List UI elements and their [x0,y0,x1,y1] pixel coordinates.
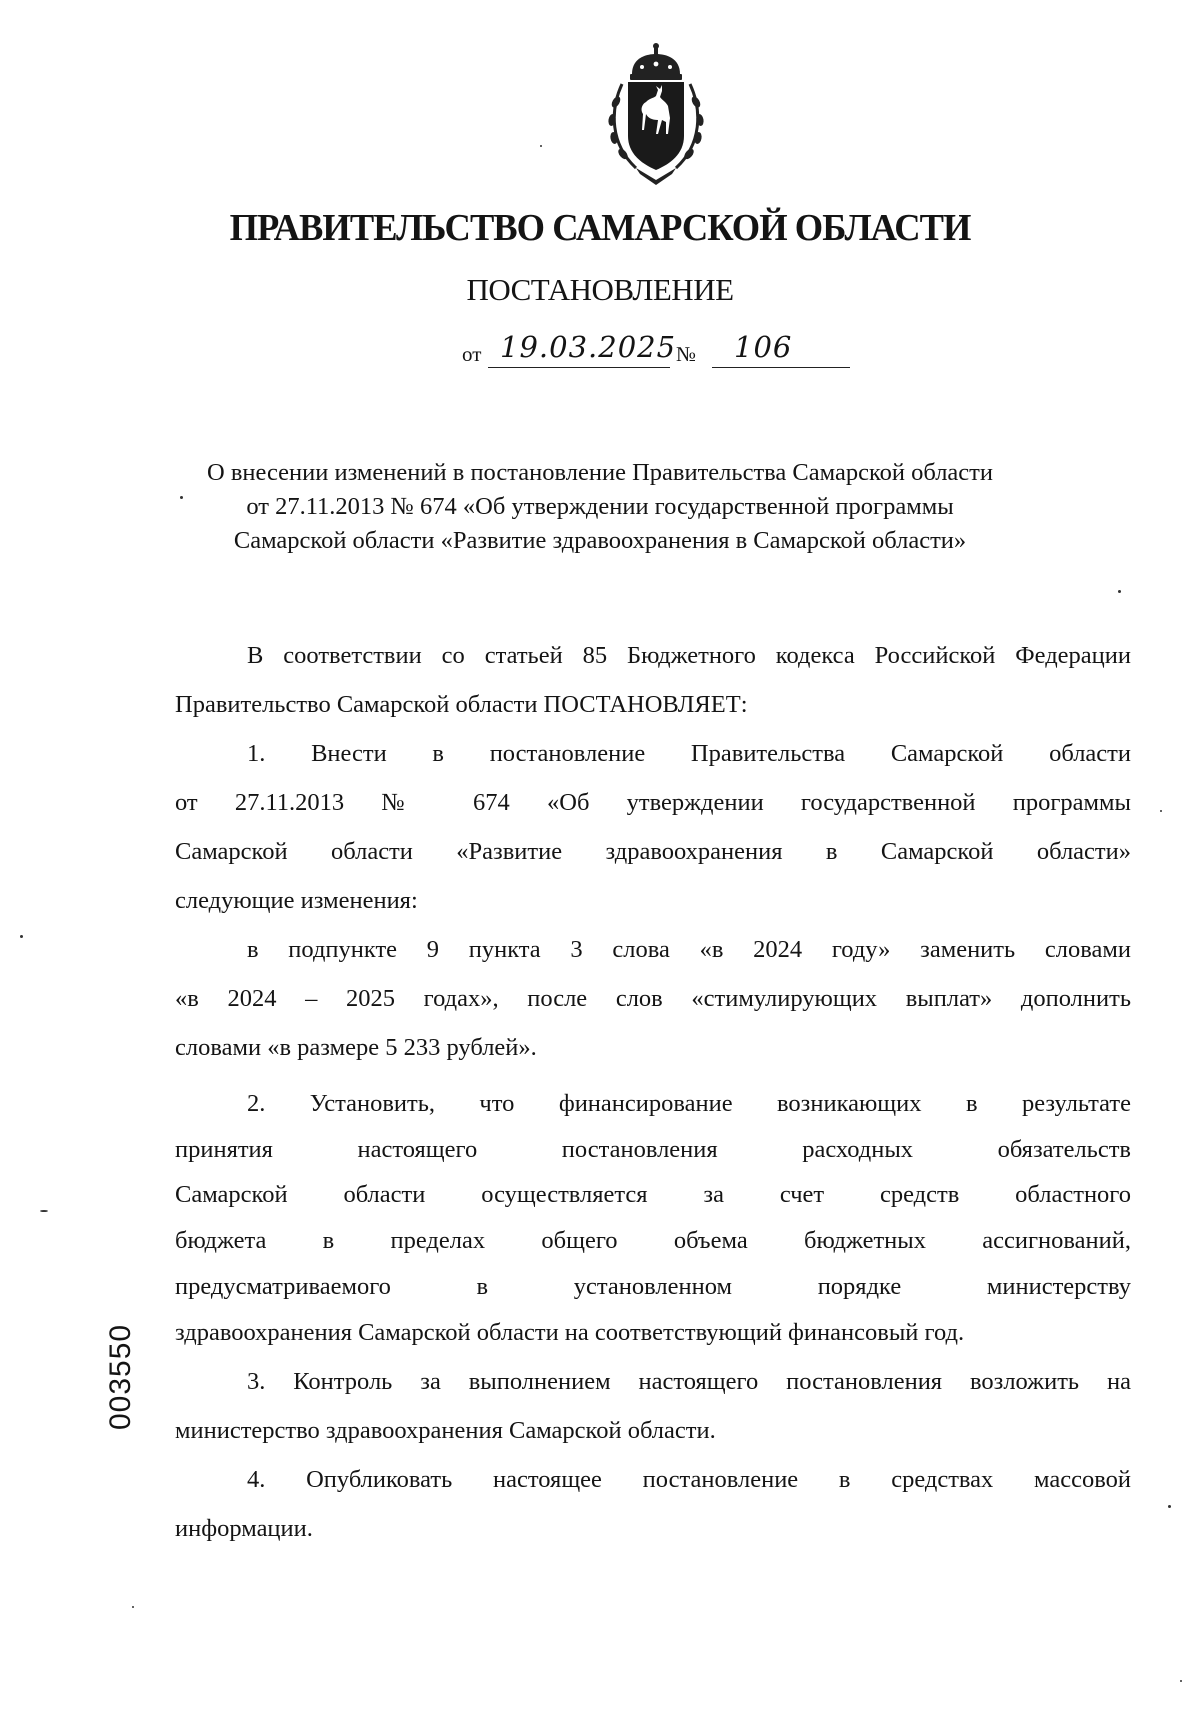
body-line: 4. Опубликовать настоящее постановление в средствах массовой [247,1466,1131,1493]
body-line: следующие изменения: [175,887,418,914]
body-line: Самарской области «Развитие здравоохранения в Самарской области» [175,838,1131,865]
number-label: № [676,342,697,366]
body-line: от 27.11.2013 № 674 «Об утверждении государственной программы [175,789,1131,816]
scan-speck [1160,810,1162,812]
body-line: Самарской области осуществляется за счет средств областного [175,1181,1131,1208]
body-line: 2. Установить, что финансирование возникающих в результате [247,1090,1131,1117]
date-label: от [462,342,482,366]
body-line: 3. Контроль за выполнением настоящего постановления возложить на [247,1368,1131,1395]
body-line: 1. Внести в постановление Правительства Самарской области [247,740,1131,767]
body-line: информации. [175,1515,313,1542]
handwritten-number: 106 [734,330,793,364]
number-underline [712,367,850,368]
body-line: министерство здравоохранения Самарской области. [175,1417,716,1444]
scan-speck [132,1606,134,1608]
document-subject [150,456,1050,558]
scan-speck [1180,1680,1182,1682]
subject-line: Самарской области «Развитие здравоохранения в Самарской области» [233,527,967,554]
body-line: В соответствии со статьей 85 Бюджетного кодекса Российской Федерации [247,642,1131,669]
government-title: ПРАВИТЕЛЬСТВО САМАРСКОЙ ОБЛАСТИ [229,207,971,249]
registration-stamp: 003550 [104,1323,137,1430]
body-line: бюджета в пределах общего объема бюджетных ассигнований, [175,1227,1131,1254]
body-line: в подпункте 9 пункта 3 слова «в 2024 году» заменить словами [247,936,1131,963]
scan-speck [20,935,23,938]
body-line: Правительство Самарской области ПОСТАНОВЛЯЕТ: [175,691,748,718]
handwritten-date: 19.03.2025 [500,330,677,364]
body-line: здравоохранения Самарской области на соответствующий финансовый год. [175,1319,965,1346]
subject-line: от 27.11.2013 № 674 «Об утверждении государственной программы [246,493,954,520]
body-line: словами «в размере 5 233 рублей». [175,1034,537,1061]
scan-speck [180,496,183,499]
scan-speck [540,145,542,147]
body-line: «в 2024 – 2025 годах», после слов «стимулирующих выплат» дополнить [175,985,1131,1012]
date-number-line [462,330,862,370]
body-line: предусматриваемого в установленном порядке министерству [175,1273,1131,1300]
document-type: ПОСТАНОВЛЕНИЕ [466,272,734,307]
scan-speck [1118,590,1121,593]
scan-speck [1168,1505,1171,1508]
scan-speck [40,1210,48,1212]
subject-line: О внесении изменений в постановление Правительства Самарской области [207,459,993,486]
coat-of-arms-emblem [596,40,716,185]
body-line: принятия настоящего постановления расходных обязательств [175,1136,1131,1163]
date-underline [488,367,670,368]
